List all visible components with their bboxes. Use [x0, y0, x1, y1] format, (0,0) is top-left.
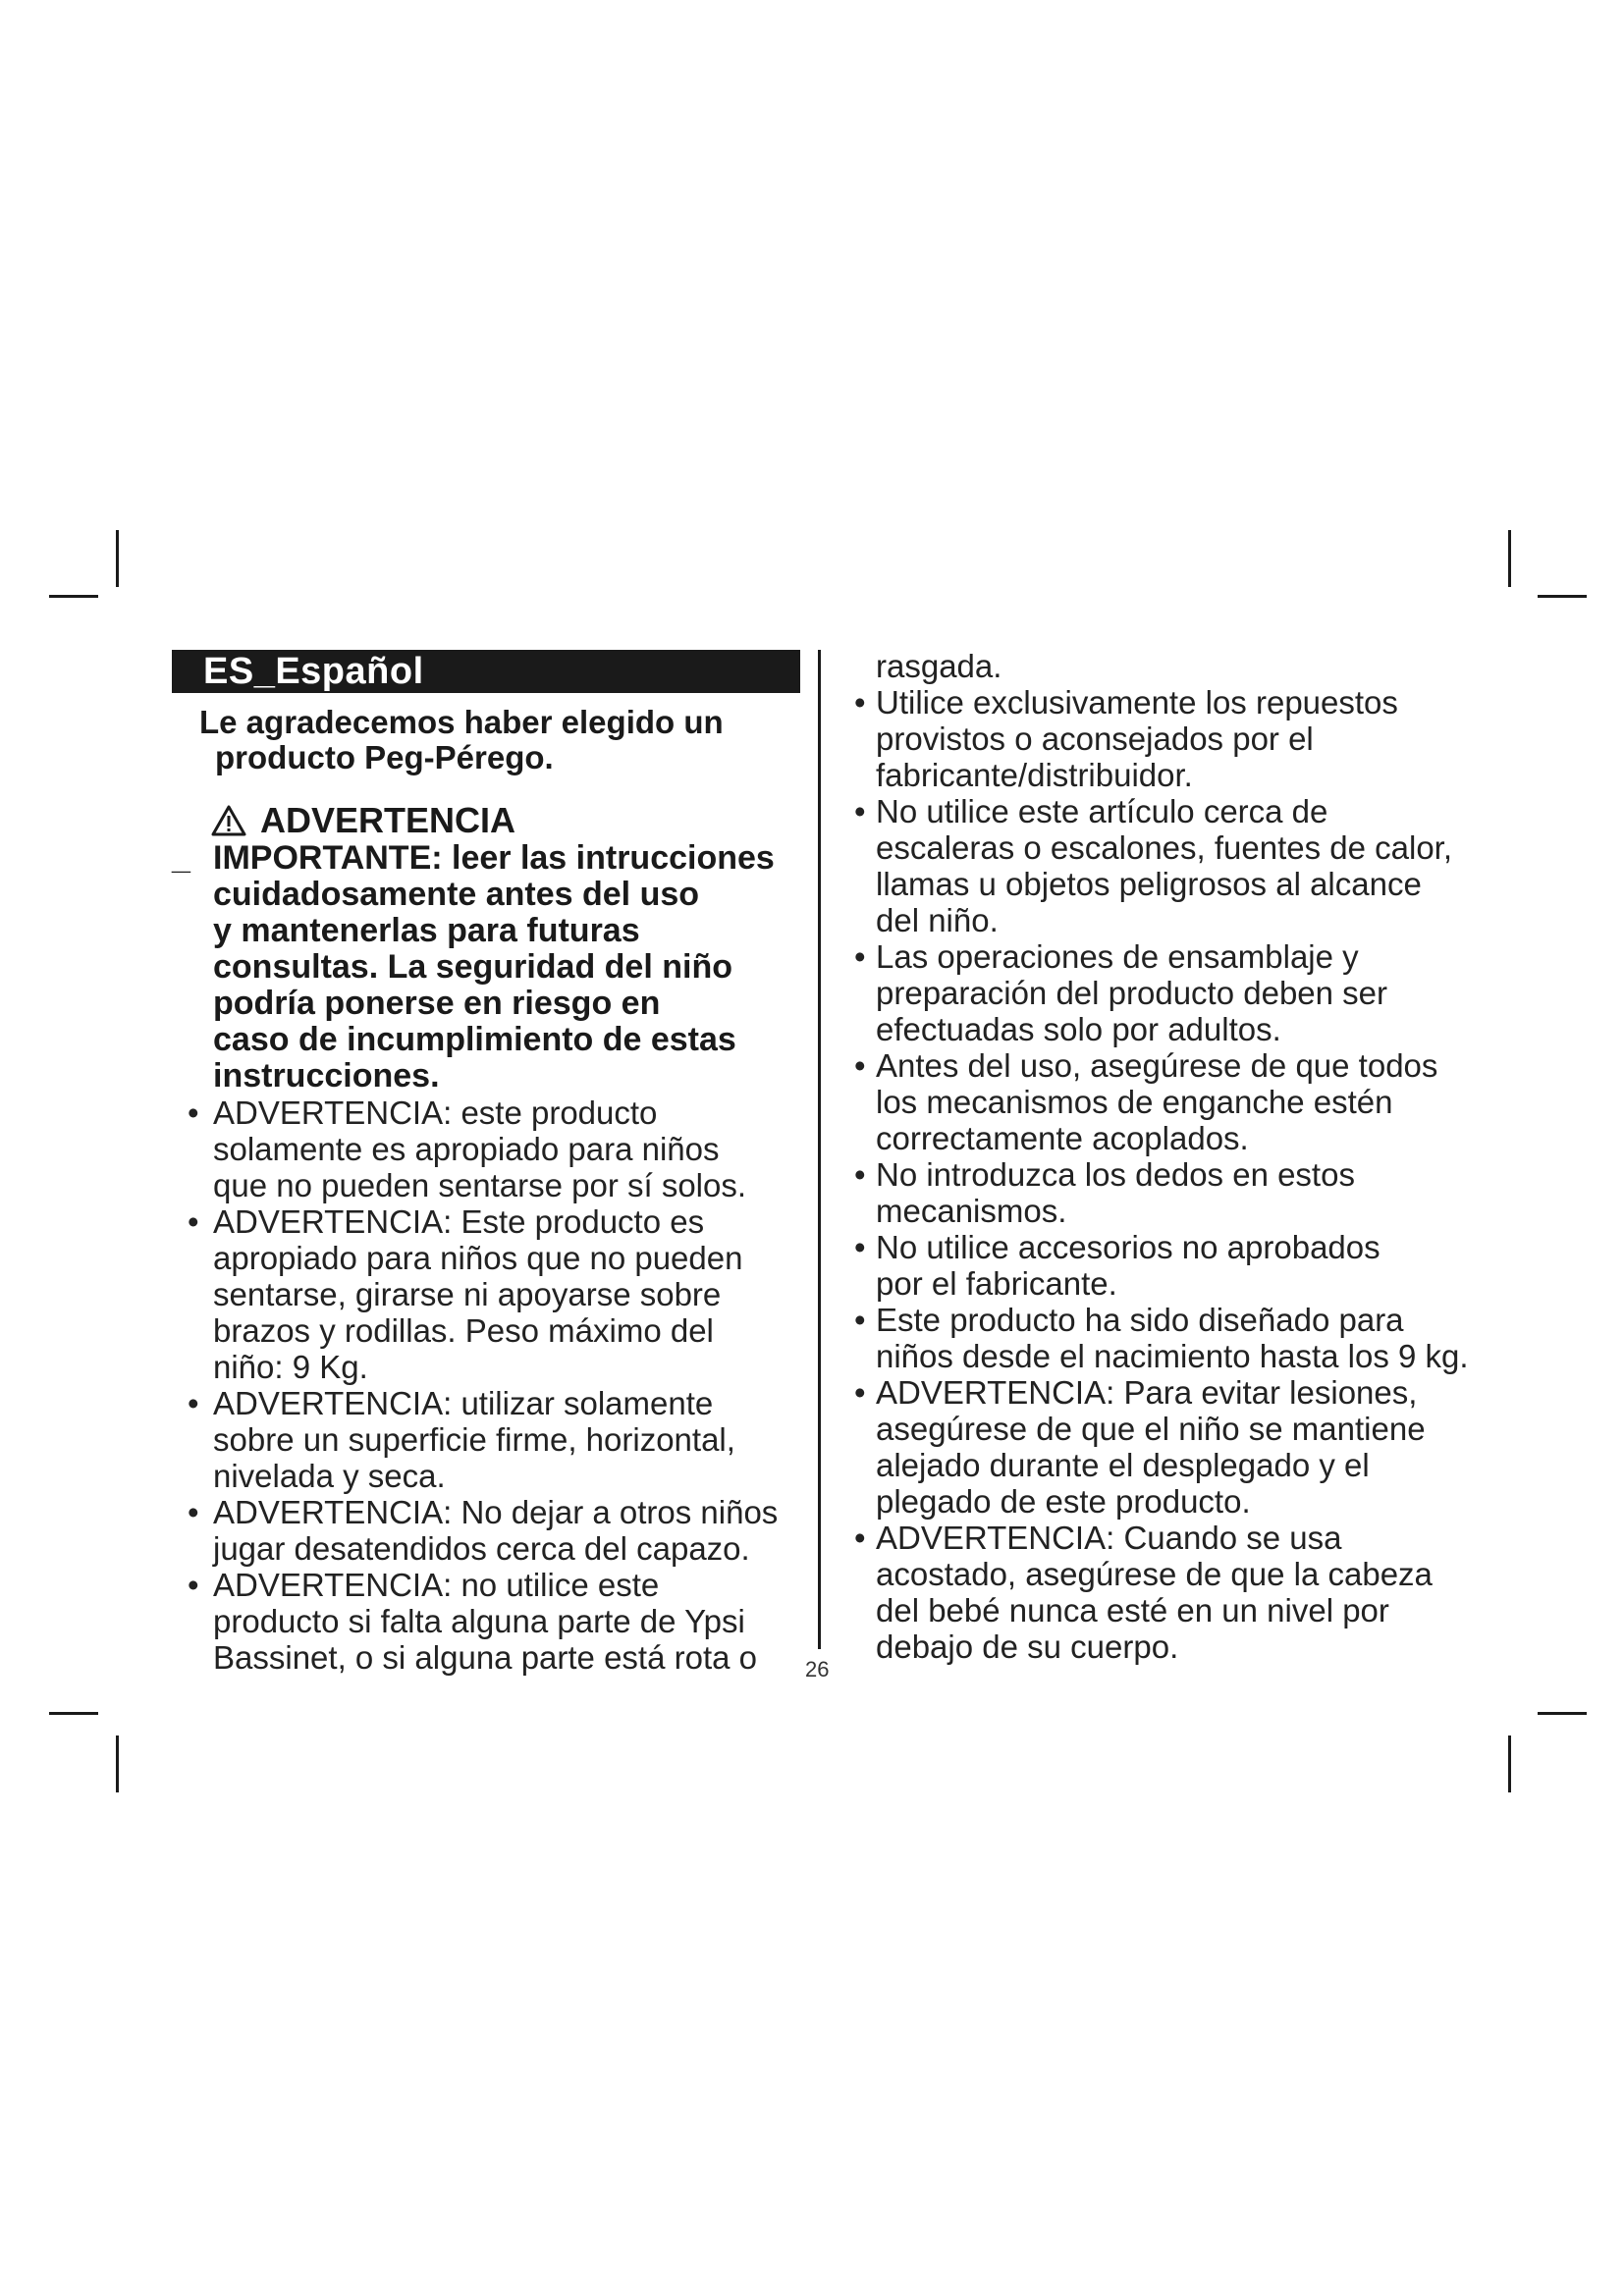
crop-mark-top-right-vertical	[1508, 530, 1511, 587]
bullet-line: No utilice accesorios no aprobados	[876, 1229, 1380, 1265]
bullet-line: ADVERTENCIA: utilizar solamente	[213, 1385, 714, 1421]
bullet-line: producto si falta alguna parte de Ypsi	[213, 1603, 745, 1639]
bullet-dot: •	[188, 1567, 199, 1603]
left-bullet-list	[172, 1095, 800, 1676]
important-line: podría ponerse en riesgo en	[213, 985, 661, 1022]
bullet-line: fabricante/distribuidor.	[876, 757, 1193, 793]
bullet-line: ADVERTENCIA: no utilice este	[213, 1567, 660, 1603]
crop-mark-top-left-horizontal	[49, 595, 98, 598]
bullet-dot: •	[854, 1047, 866, 1084]
important-line: cuidadosamente antes del uso	[213, 876, 700, 913]
bullet-line: nivelada y seca.	[213, 1458, 446, 1494]
bullet-line: ADVERTENCIA: este producto	[213, 1095, 658, 1131]
warning-heading	[211, 801, 800, 840]
page-number: 26	[805, 1657, 830, 1682]
right-bullet-item	[846, 1229, 1494, 1302]
bullet-line: ADVERTENCIA: Este producto es	[213, 1203, 705, 1240]
bullet-line: que no pueden sentarse por sí solos.	[213, 1167, 747, 1203]
bullet-dot: •	[854, 1156, 866, 1193]
important-dash: _	[172, 839, 190, 877]
bullet-line: No utilice este artículo cerca de	[876, 793, 1328, 829]
crop-mark-bottom-left-vertical	[116, 1735, 119, 1792]
bullet-line: No introduzca los dedos en estos	[876, 1156, 1355, 1193]
bullet-line: Utilice exclusivamente los repuestos	[876, 684, 1398, 721]
bullet-line: Las operaciones de ensamblaje y	[876, 938, 1359, 975]
important-line: y mantenerlas para futuras	[213, 912, 640, 949]
bullet-line: preparación del producto deben ser	[876, 975, 1388, 1011]
bullet-line: debajo de su cuerpo.	[876, 1629, 1179, 1665]
right-bullet-item	[846, 1156, 1494, 1229]
bullet-line: del niño.	[876, 902, 999, 938]
left-bullet-item	[172, 1203, 800, 1385]
bullet-line: por el fabricante.	[876, 1265, 1117, 1302]
bullet-line: plegado de este producto.	[876, 1483, 1251, 1520]
bullet-dot: •	[188, 1494, 199, 1530]
important-line: consultas. La seguridad del niño	[213, 948, 732, 986]
important-line: instrucciones.	[213, 1057, 440, 1095]
bullet-line: niños desde el nacimiento hasta los 9 kg.	[876, 1338, 1469, 1374]
bullet-line: niño: 9 Kg.	[213, 1349, 368, 1385]
bullet-line: correctamente acoplados.	[876, 1120, 1249, 1156]
bullet-line: Antes del uso, asegúrese de que todos	[876, 1047, 1438, 1084]
bullet-line: llamas u objetos peligrosos al alcance	[876, 866, 1422, 902]
section-label: ES_Español	[172, 650, 800, 693]
right-bullet-item	[846, 793, 1494, 938]
bullet-line: sentarse, girarse ni apoyarse sobre	[213, 1276, 722, 1312]
bullet-line: mecanismos.	[876, 1193, 1067, 1229]
bullet-line: brazos y rodillas. Peso máximo del	[213, 1312, 714, 1349]
bullet-line: Este producto ha sido diseñado para	[876, 1302, 1404, 1338]
bullet-dot: •	[854, 1374, 866, 1411]
bullet-line: solamente es apropiado para niños	[213, 1131, 720, 1167]
bullet-line: ADVERTENCIA: Cuando se usa	[876, 1520, 1342, 1556]
right-bullet-item	[846, 684, 1494, 793]
bullet-line: escaleras o escalones, fuentes de calor,	[876, 829, 1453, 866]
bullet-dot: •	[188, 1203, 199, 1240]
left-bullet-item	[172, 1494, 800, 1567]
bullet-line: ADVERTENCIA: Para evitar lesiones,	[876, 1374, 1418, 1411]
right-bullet-item	[846, 938, 1494, 1047]
bullet-line: sobre un superficie firme, horizontal,	[213, 1421, 735, 1458]
bullet-line: asegúrese de que el niño se mantiene	[876, 1411, 1426, 1447]
crop-mark-top-right-horizontal	[1538, 595, 1587, 598]
crop-mark-bottom-left-horizontal	[49, 1712, 98, 1715]
important-line: IMPORTANTE: leer las intrucciones	[213, 839, 775, 877]
bullet-dot: •	[188, 1095, 199, 1131]
bullet-line: ADVERTENCIA: No dejar a otros niños	[213, 1494, 779, 1530]
right-bullet-item	[846, 1047, 1494, 1156]
left-bullet-item	[172, 1567, 800, 1676]
intro-line-1: Le agradecemos haber elegido un	[199, 704, 724, 740]
bullet-dot: •	[854, 684, 866, 721]
left-column	[172, 650, 800, 1676]
right-bullet-item	[846, 1374, 1494, 1520]
right-bullet-list	[846, 684, 1494, 1665]
column-divider	[818, 650, 821, 1649]
right-column	[846, 648, 1494, 1665]
bullet-dot: •	[188, 1385, 199, 1421]
bullet-line: los mecanismos de enganche estén	[876, 1084, 1393, 1120]
bullet-dot: •	[854, 938, 866, 975]
right-bullet-item	[846, 1302, 1494, 1374]
warning-triangle-icon	[211, 805, 246, 836]
bullet-line: apropiado para niños que no pueden	[213, 1240, 743, 1276]
bullet-line: provistos o aconsejados por el	[876, 721, 1314, 757]
bullet-line: efectuadas solo por adultos.	[876, 1011, 1281, 1047]
bullet-dot: •	[854, 1302, 866, 1338]
bullet-dot: •	[854, 793, 866, 829]
bullet-line: Bassinet, o si alguna parte está rota o	[213, 1639, 758, 1676]
crop-mark-bottom-right-vertical	[1508, 1735, 1511, 1792]
continued-text: rasgada.	[876, 648, 1002, 684]
intro-text	[199, 705, 800, 775]
bullet-dot: •	[854, 1229, 866, 1265]
crop-mark-top-left-vertical	[116, 530, 119, 587]
important-notice	[172, 839, 800, 1095]
bullet-line: del bebé nunca esté en un nivel por	[876, 1592, 1389, 1629]
crop-mark-bottom-right-horizontal	[1538, 1712, 1587, 1715]
left-bullet-item	[172, 1385, 800, 1494]
important-line: caso de incumplimiento de estas	[213, 1021, 736, 1058]
warning-heading-text: ADVERTENCIA	[260, 800, 516, 840]
bullet-line: acostado, asegúrese de que la cabeza	[876, 1556, 1433, 1592]
bullet-line: jugar desatendidos cerca del capazo.	[213, 1530, 750, 1567]
right-bullet-item	[846, 1520, 1494, 1665]
bullet-dot: •	[854, 1520, 866, 1556]
bullet-line: alejado durante el desplegado y el	[876, 1447, 1370, 1483]
left-bullet-item	[172, 1095, 800, 1203]
intro-line-2: producto Peg-Pérego.	[215, 739, 554, 775]
